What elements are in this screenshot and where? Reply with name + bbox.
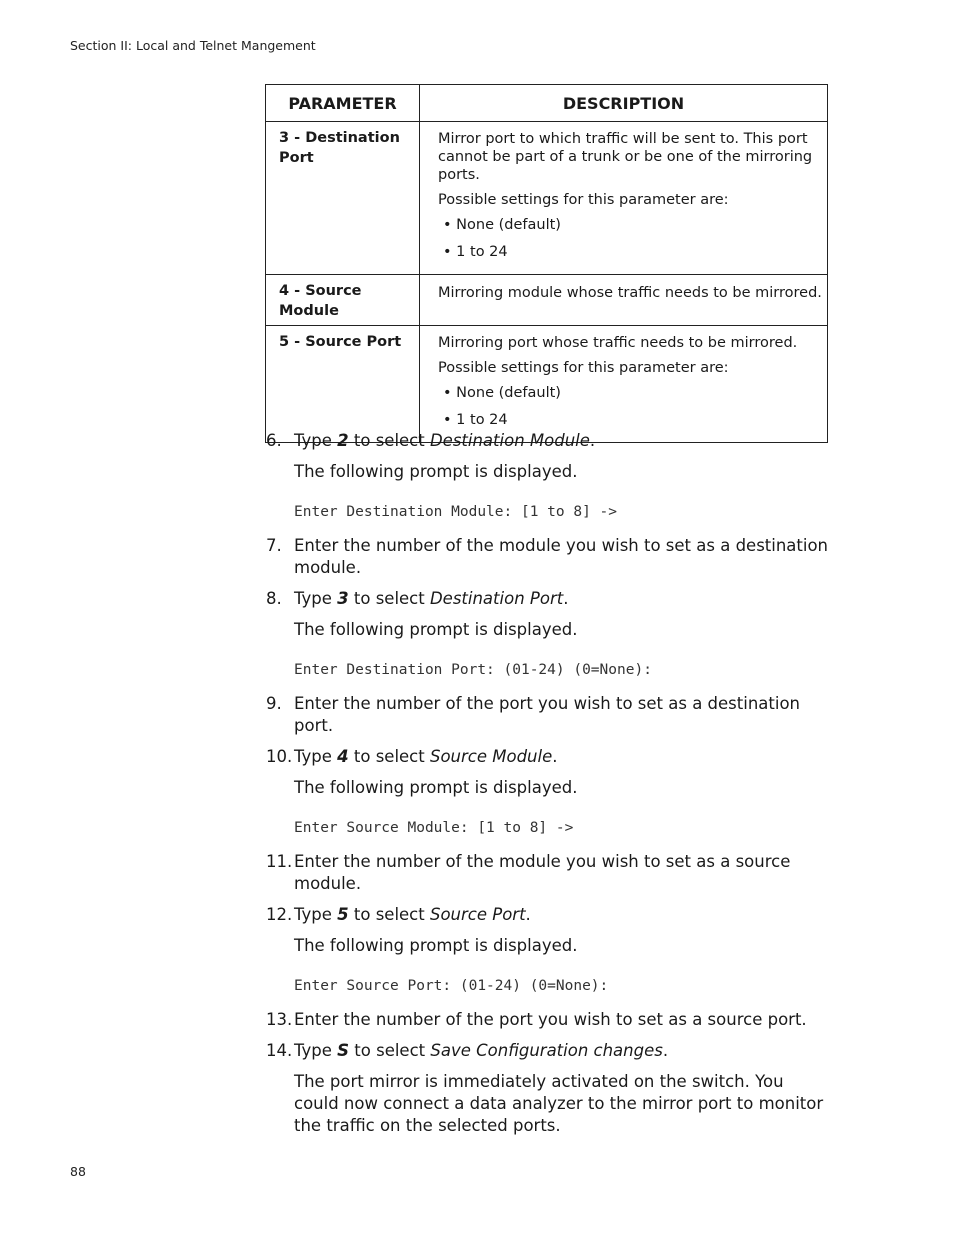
running-header: Section II: Local and Telnet Mangement	[70, 38, 316, 53]
description-cell	[420, 275, 828, 326]
key-label: 2	[337, 431, 349, 450]
step-text: Enter the number of the module you wish to set as a destination module.	[294, 536, 829, 577]
description-cell	[420, 122, 828, 275]
key-label: 4	[337, 747, 349, 766]
step-number: 12.	[266, 905, 293, 924]
column-header-parameter: PARAMETER	[266, 85, 420, 122]
cli-prompt: Enter Destination Port: (01-24) (0=None):	[294, 662, 652, 678]
settings-list	[438, 384, 823, 429]
step-number: 14.	[266, 1041, 293, 1060]
cli-prompt: Enter Destination Module: [1 to 8] ->	[294, 504, 618, 520]
step-number: 11.	[266, 852, 293, 871]
menu-option: Destination Module	[429, 431, 590, 450]
table-header-row	[266, 85, 828, 122]
settings-intro: Possible settings for this parameter are:	[438, 192, 729, 208]
step-9	[266, 693, 831, 737]
menu-option: Save Configuration changes	[430, 1041, 663, 1060]
step-text: to select	[348, 589, 430, 608]
list-item: • 1 to 24	[443, 243, 823, 261]
table-row	[266, 122, 828, 275]
step-text: to select	[348, 431, 430, 450]
step-6	[266, 430, 831, 452]
step-text: Type	[294, 589, 338, 608]
settings-intro: Possible settings for this parameter are:	[438, 360, 729, 376]
menu-option: Source Module	[429, 747, 553, 766]
page-number: 88	[70, 1164, 86, 1179]
step-7	[266, 535, 831, 579]
menu-option: Source Port	[429, 905, 526, 924]
prompt-intro: The following prompt is displayed.	[294, 936, 578, 955]
step-number: 8.	[266, 589, 282, 608]
list-item: • None (default)	[443, 384, 823, 402]
parameter-cell: 3 - Destination Port	[266, 122, 420, 275]
step-text: Enter the number of the port you wish to set as a destination port.	[294, 694, 801, 735]
step-11	[266, 851, 831, 895]
parameter-cell: 5 - Source Port	[266, 326, 420, 443]
parameter-table	[265, 84, 828, 443]
step-10	[266, 746, 831, 768]
step-text: to select	[348, 747, 430, 766]
step-text: .	[662, 1041, 669, 1060]
key-label: S	[337, 1041, 350, 1060]
step-text: to select	[349, 1041, 431, 1060]
parameter-cell: 4 - Source Module	[266, 275, 420, 326]
step-text: .	[552, 747, 558, 766]
list-item: • None (default)	[443, 216, 823, 234]
step-13	[266, 1009, 831, 1031]
closing-paragraph: The port mirror is immediately activated on the switch. You could now connect a data analyzer to the mirror port to monitor the traffic on the selected ports.	[294, 1072, 824, 1135]
key-label: 3	[337, 589, 349, 608]
description-text: Mirror port to which traffic will be sent to. This port cannot be part of a trunk or be one of the mirroring ports.	[438, 131, 813, 183]
prompt-intro: The following prompt is displayed.	[294, 620, 578, 639]
description-cell	[420, 326, 828, 443]
table-row	[266, 275, 828, 326]
step-text: to select	[348, 905, 430, 924]
step-number: 7.	[266, 536, 282, 555]
table-row	[266, 326, 828, 443]
step-number: 10.	[266, 747, 293, 766]
description-text: Mirroring port whose traffic needs to be mirrored.	[438, 335, 798, 351]
settings-list	[438, 216, 823, 261]
key-label: 5	[337, 905, 349, 924]
procedure-steps	[266, 430, 831, 1146]
menu-option: Destination Port	[429, 589, 564, 608]
step-text: Type	[294, 905, 338, 924]
step-12	[266, 904, 831, 926]
prompt-intro: The following prompt is displayed.	[294, 778, 578, 797]
cli-prompt: Enter Source Port: (01-24) (0=None):	[294, 978, 609, 994]
step-text: Enter the number of the port you wish to set as a source port.	[294, 1010, 807, 1029]
step-text: .	[525, 905, 531, 924]
step-number: 9.	[266, 694, 282, 713]
step-text: .	[589, 431, 596, 450]
step-number: 13.	[266, 1010, 293, 1029]
list-item: • 1 to 24	[443, 411, 823, 429]
column-header-description: DESCRIPTION	[420, 85, 828, 122]
step-text: Type	[294, 747, 338, 766]
step-text: Enter the number of the module you wish to set as a source module.	[294, 852, 791, 893]
step-14	[266, 1040, 831, 1062]
prompt-intro: The following prompt is displayed.	[294, 462, 578, 481]
description-text: Mirroring module whose traffic needs to be mirrored.	[438, 285, 822, 301]
step-text: Type	[294, 431, 338, 450]
step-text: .	[563, 589, 569, 608]
step-number: 6.	[266, 431, 282, 450]
step-text: Type	[294, 1041, 338, 1060]
step-8	[266, 588, 831, 610]
cli-prompt: Enter Source Module: [1 to 8] ->	[294, 820, 574, 836]
